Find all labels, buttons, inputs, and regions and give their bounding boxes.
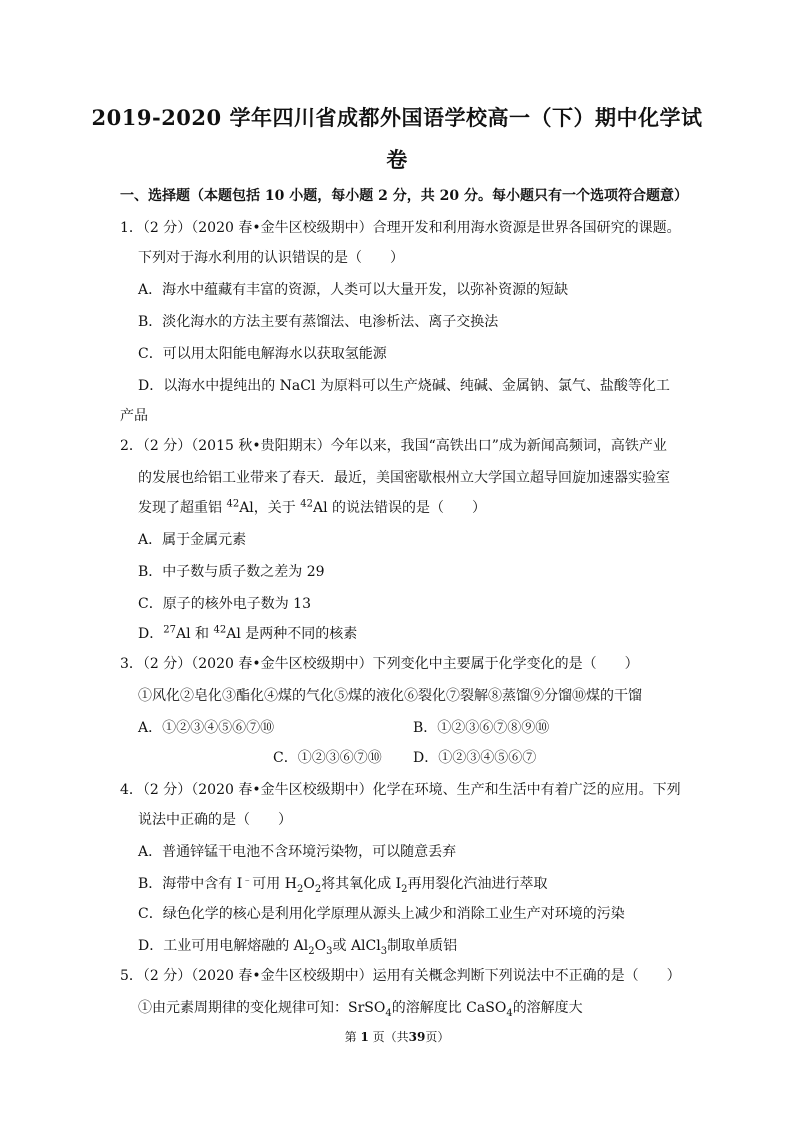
q2-stem-line3: 发现了超重铝 $^{42}$Al，关于 $^{42}$Al 的说法错误的是（ ）: [138, 498, 487, 516]
q4-option-b: B．海带中含有 I﹣可用 $H_2O_2$将其氧化成 $I_2$再用裂化汽油进行萃取: [138, 874, 548, 895]
q1-option-c: C．可以用太阳能电解海水以获取氢能源: [138, 346, 387, 362]
q4-option-d: D．工业可用电解熔融的 $Al_2O_3$或 AlCl$_3$制取单质铝: [138, 938, 458, 957]
q2-stem-line1: 2．（2 分）（2015 秋•贵阳期末）今年以来，我国“高铁出口”成为新闻高频词，高铁产业: [120, 438, 667, 454]
document-title-line2: 卷: [386, 147, 408, 172]
q3-option-c: C．①②③⑥⑦⑩: [273, 750, 382, 766]
q1-option-a: A．海水中蕴藏有丰富的资源，人类可以大量开发，以弥补资源的短缺: [138, 282, 569, 298]
q1-stem-line1: 1．（2 分）（2020 春•金牛区校级期中）合理开发和利用海水资源是世界各国研究的课题。: [120, 220, 681, 236]
page-number: 1: [360, 1030, 369, 1044]
page-footer: 第 1 页（共39页）: [344, 1030, 450, 1044]
q3-option-a: A．①②③④⑤⑥⑦⑩: [138, 720, 275, 736]
q2-option-c: C．原子的核外电子数为 13: [138, 596, 311, 612]
q2-option-a: A．属于金属元素: [138, 532, 247, 548]
q3-option-d: D．①②③④⑤⑥⑦: [413, 750, 537, 766]
q3-stem: 3．（2 分）（2020 春•金牛区校级期中）下列变化中主要属于化学变化的是（ ）: [120, 656, 639, 672]
total-pages: 39: [408, 1030, 426, 1044]
q4-option-c: C．绿色化学的核心是利用化学原理从源头上减少和消除工业生产对环境的污染: [138, 906, 625, 922]
q1-stem-line2: 下列对于海水利用的认识错误的是（ ）: [138, 250, 404, 266]
q2-option-d: D．$^{27}$Al 和 $^{42}$Al 是两种不同的核素: [138, 624, 358, 642]
q1-option-d-line2: 产品: [120, 408, 148, 424]
q1-option-d-line1: D．以海水中提纯出的 NaCl 为原料可以生产烧碱、纯碱、金属钠、氯气、盐酸等化工: [138, 378, 670, 394]
q5-stem: 5．（2 分）（2020 春•金牛区校级期中）运用有关概念判断下列说法中不正确的是（ ）: [120, 968, 681, 984]
q2-stem-line2: 的发展也给铝工业带来了春天．最近，美国密歇根州立大学国立超导回旋加速器实验室: [138, 470, 670, 486]
q5-item-1: ①由元素周期律的变化规律可知：SrSO$_4$的溶解度比 CaSO$_4$的溶解度大: [138, 1000, 583, 1019]
section-heading: 一、选择题（本题包括 10 小题，每小题 2 分，共 20 分。每小题只有一个选项符合题意）: [120, 188, 688, 204]
q4-stem-line2: 说法中正确的是（ ）: [138, 812, 292, 828]
q4-option-a: A．普通锌锰干电池不含环境污染物，可以随意丢弃: [138, 844, 457, 860]
q2-option-b: B．中子数与质子数之差为 29: [138, 564, 325, 580]
q1-option-b: B．淡化海水的方法主要有蒸馏法、电渗析法、离子交换法: [138, 314, 499, 330]
document-title-line1: 2019-2020 学年四川省成都外国语学校高一（下）期中化学试: [91, 105, 703, 130]
q3-items: ①风化②皂化③酯化④煤的气化⑤煤的液化⑥裂化⑦裂解⑧蒸馏⑨分馏⑩煤的干馏: [138, 688, 642, 704]
q3-option-b: B．①②③⑥⑦⑧⑨⑩: [413, 720, 550, 736]
q4-stem-line1: 4．（2 分）（2020 春•金牛区校级期中）化学在环境、生产和生活中有着广泛的应用。下列: [120, 782, 681, 798]
